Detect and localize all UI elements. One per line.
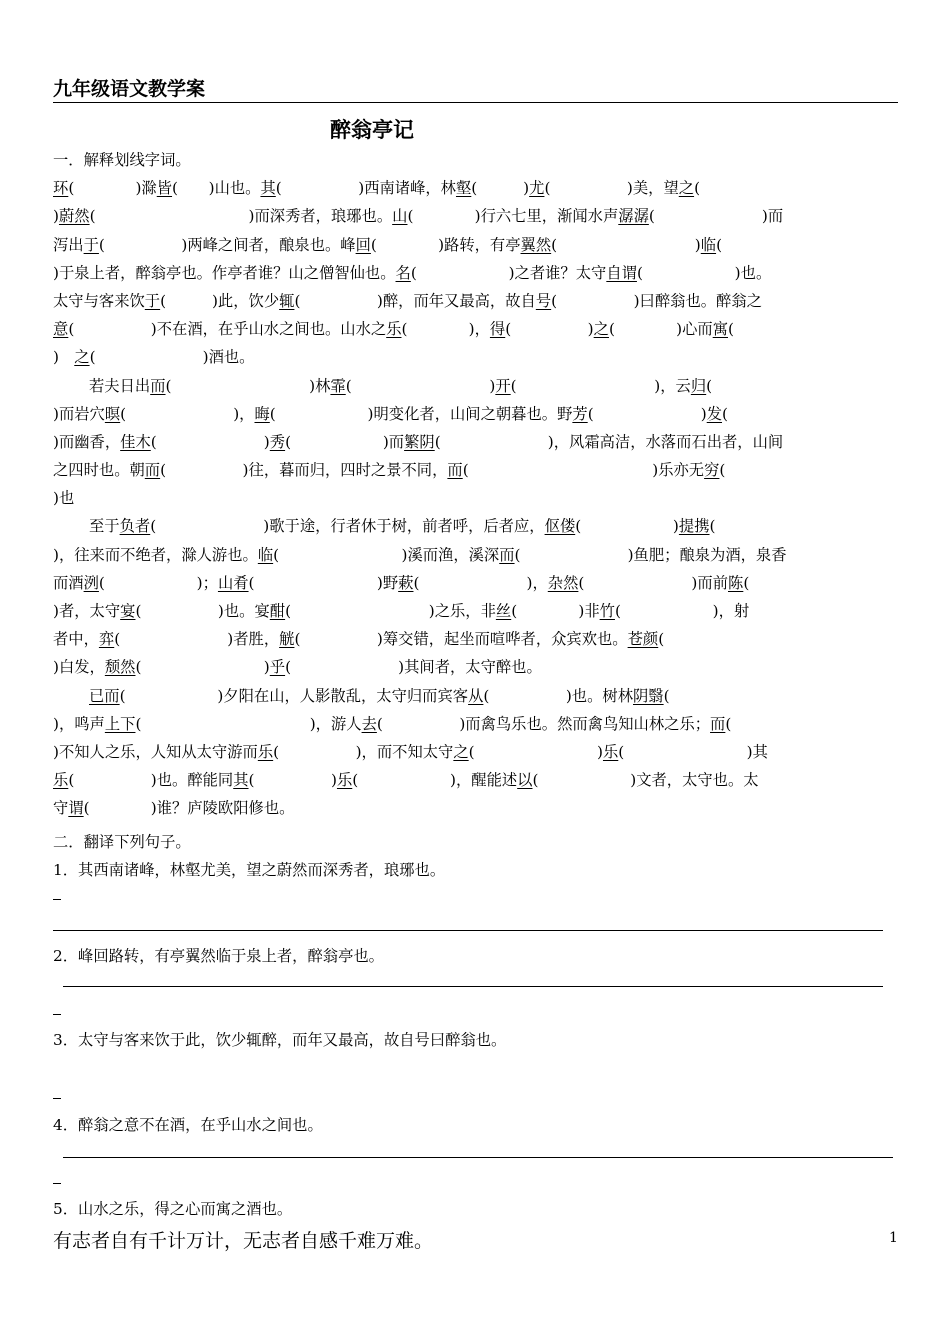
exercise-line bbox=[53, 653, 898, 681]
underlined-word: 伛偻 bbox=[544, 517, 576, 536]
text-segment: ( )，而不知太守 bbox=[273, 742, 454, 761]
exercise-part-one bbox=[53, 146, 898, 823]
exercise-line bbox=[53, 597, 898, 625]
translation-question: 2．峰回路转，有亭翼然临于泉上者，醉翁亭也。 bbox=[53, 947, 384, 965]
exercise-line bbox=[53, 682, 898, 710]
exercise-lines bbox=[53, 174, 898, 822]
text-segment: ( )，云 bbox=[510, 376, 691, 395]
underlined-word: 颓然 bbox=[104, 658, 136, 677]
translation-question: 4．醉翁之意不在酒，在乎山水之间也。 bbox=[53, 1116, 323, 1134]
underlined-word: 提携 bbox=[678, 517, 710, 536]
exercise-line bbox=[53, 231, 898, 259]
text-segment: ( )而前 bbox=[578, 573, 728, 592]
text-segment: ( )林 bbox=[165, 376, 331, 395]
text-segment: 太守与客来饮 bbox=[53, 291, 145, 310]
answer-line-mark bbox=[53, 1098, 61, 1099]
underlined-word: 酣 bbox=[269, 602, 286, 620]
underlined-word: 回 bbox=[355, 235, 371, 254]
text-segment: ( )野 bbox=[248, 573, 399, 592]
text-segment: ( )者胜， bbox=[114, 630, 280, 649]
text-segment: 而酒 bbox=[53, 573, 84, 592]
underlined-word: 乐 bbox=[257, 742, 274, 761]
text-segment: ( )夕阳在山，人影散乱，太守归而宾客 bbox=[119, 686, 469, 705]
answer-line[interactable] bbox=[53, 930, 883, 931]
exercise-line bbox=[53, 569, 898, 597]
exercise-line bbox=[53, 738, 898, 766]
text-segment: ( )而禽鸟乐也。然而禽鸟知山林之乐； bbox=[376, 714, 711, 733]
text-segment: ( )， bbox=[401, 320, 490, 339]
text-segment: ( )明变化者，山间之朝暮也。野 bbox=[269, 404, 573, 423]
text-segment: 若夫日出 bbox=[89, 376, 151, 395]
text-segment: ( )也。 bbox=[636, 263, 772, 282]
underlined-word: 已而 bbox=[89, 686, 120, 705]
text-segment: ( )醉，而年又最高，故自 bbox=[294, 291, 536, 310]
exercise-line bbox=[53, 484, 898, 512]
text-segment: ( ) bbox=[135, 658, 270, 677]
underlined-word: 乐 bbox=[386, 320, 402, 339]
underlined-word: 寓 bbox=[712, 320, 728, 339]
underlined-word: 辄 bbox=[279, 291, 295, 310]
text-segment: ( )溪而渔，溪深 bbox=[273, 545, 500, 564]
header-bar bbox=[53, 76, 898, 103]
underlined-word: 而 bbox=[150, 376, 166, 395]
text-segment: ( bbox=[743, 573, 750, 592]
text-segment: ( )西南诸峰，林 bbox=[275, 179, 456, 198]
underlined-word: 而 bbox=[447, 461, 463, 480]
underlined-word: 杂然 bbox=[547, 573, 579, 592]
underlined-word: 号 bbox=[535, 291, 552, 310]
text-segment: ( ) bbox=[471, 179, 530, 198]
text-segment: ( ) bbox=[587, 404, 707, 423]
text-segment: ( )， bbox=[120, 404, 255, 423]
underlined-word: 自谓 bbox=[606, 263, 637, 282]
text-segment: 之四时也。朝 bbox=[53, 461, 145, 480]
text-segment: ( )歌于途，行者休于树，前者呼，后者应， bbox=[150, 517, 545, 536]
translation-question: 5．山水之乐，得之心而寓之酒也。 bbox=[53, 1200, 293, 1218]
text-segment: )，往来而不绝者，滁人游也。 bbox=[53, 545, 258, 564]
exercise-line bbox=[53, 287, 898, 315]
underlined-word: 壑 bbox=[455, 179, 472, 198]
underlined-word: 丝 bbox=[495, 602, 512, 620]
text-segment: ( )， bbox=[413, 573, 548, 592]
text-segment: ( )； bbox=[98, 573, 218, 592]
text-segment: ( ) bbox=[551, 235, 701, 254]
underlined-word: 去 bbox=[361, 714, 377, 733]
underlined-word: 以 bbox=[517, 771, 533, 790]
exercise-line bbox=[53, 766, 898, 794]
underlined-word: 霏 bbox=[330, 376, 346, 395]
underlined-word: 翼然 bbox=[520, 235, 552, 254]
underlined-word: 暝 bbox=[104, 404, 121, 423]
underlined-word: 蔌 bbox=[398, 573, 414, 592]
part-two-heading: 二．翻译下列句子。 bbox=[53, 833, 191, 851]
text-segment: ( )路转，有亭 bbox=[370, 235, 521, 254]
exercise-line bbox=[53, 202, 898, 230]
exercise-line bbox=[53, 794, 898, 822]
exercise-line bbox=[53, 259, 898, 287]
underlined-word: 开 bbox=[495, 376, 511, 395]
underlined-word: 潺潺 bbox=[618, 207, 649, 226]
underlined-word: 上下 bbox=[104, 714, 136, 733]
text-segment: ( ) bbox=[468, 742, 603, 761]
text-segment: )而幽香， bbox=[53, 432, 121, 451]
document-title: 醉翁亭记 bbox=[330, 118, 414, 142]
underlined-word: 于 bbox=[83, 235, 99, 254]
text-segment: )者，太守 bbox=[53, 602, 121, 620]
underlined-word: 于 bbox=[144, 291, 161, 310]
underlined-word: 得 bbox=[489, 320, 506, 339]
underlined-word: 环 bbox=[53, 179, 69, 198]
text-segment: ( bbox=[709, 517, 716, 536]
text-segment: ( )此，饮少 bbox=[160, 291, 280, 310]
text-segment: ( bbox=[663, 686, 670, 705]
text-segment: ( )筹交错，起坐而喧哗者，众宾欢也。 bbox=[294, 630, 628, 649]
text-segment: ( )也。醉能同 bbox=[68, 771, 234, 790]
text-segment: 守 bbox=[53, 799, 69, 818]
text-segment: ( )酒也。 bbox=[89, 348, 255, 367]
text-segment: )不知人之乐，人知从太守游而 bbox=[53, 742, 258, 761]
exercise-line bbox=[53, 400, 898, 428]
text-segment: 至于 bbox=[89, 517, 120, 536]
underlined-word: 其 bbox=[233, 771, 249, 790]
text-segment: ( )山也。 bbox=[172, 179, 261, 198]
underlined-word: 山肴 bbox=[217, 573, 249, 592]
answer-line-mark bbox=[53, 1014, 61, 1015]
underlined-word: 洌 bbox=[83, 573, 99, 592]
text-segment: ( bbox=[694, 179, 701, 198]
underlined-word: 尤 bbox=[529, 179, 545, 198]
exercise-line bbox=[53, 372, 898, 400]
answer-line-mark bbox=[53, 899, 61, 900]
answer-line-mark bbox=[53, 1183, 61, 1184]
text-segment: ( ) bbox=[248, 771, 337, 790]
footer-motto: 有志者自有千计万计，无志者自感千难万难。 bbox=[53, 1230, 434, 1252]
text-segment: )于泉上者，醉翁亭也。作亭者谁？山之僧智仙也。 bbox=[53, 263, 396, 282]
text-segment: ( )心而 bbox=[608, 320, 713, 339]
text-segment: ( )而 bbox=[648, 207, 784, 226]
underlined-word: 而 bbox=[144, 461, 161, 480]
text-segment: ( )而深秀者，琅琊也。 bbox=[89, 207, 393, 226]
underlined-word: 宴 bbox=[120, 602, 136, 620]
text-segment: ( )也。宴 bbox=[135, 602, 270, 620]
exercise-line bbox=[53, 174, 898, 202]
text-segment: )白发， bbox=[53, 658, 105, 677]
text-segment: ( ) bbox=[345, 376, 496, 395]
underlined-word: 蔚然 bbox=[58, 207, 90, 226]
text-segment: ( )不在酒，在乎山水之间也。山水之 bbox=[68, 320, 387, 339]
text-segment: ( )两峰之间者，酿泉也。峰 bbox=[98, 235, 356, 254]
page-number: 1 bbox=[889, 1230, 898, 1246]
text-segment: ( )也。树林 bbox=[483, 686, 633, 705]
underlined-word: 阴翳 bbox=[633, 686, 664, 705]
text-segment: ( )乐亦无 bbox=[462, 461, 705, 480]
underlined-word: 之 bbox=[593, 320, 609, 339]
text-segment: ( )美，望 bbox=[544, 179, 679, 198]
text-segment: ( )，游人 bbox=[135, 714, 362, 733]
text-segment: ( )，射 bbox=[614, 602, 750, 620]
text-segment: ( )其 bbox=[618, 742, 768, 761]
answer-line[interactable] bbox=[63, 1157, 893, 1158]
text-segment: ( )谁？庐陵欧阳修也。 bbox=[83, 799, 295, 818]
underlined-word: 穷 bbox=[704, 461, 720, 480]
underlined-word: 晦 bbox=[254, 404, 270, 423]
text-segment: ( )非 bbox=[511, 602, 600, 620]
underlined-word: 意 bbox=[53, 320, 69, 339]
translation-question: 1．其西南诸峰，林壑尤美，望之蔚然而深秀者，琅琊也。 bbox=[53, 861, 446, 879]
text-segment: ( )之乐，非 bbox=[285, 602, 496, 620]
part-one-heading: 一．解释划线字词。 bbox=[53, 151, 191, 169]
underlined-word: 临 bbox=[700, 235, 717, 254]
text-segment: ( bbox=[658, 630, 665, 649]
underlined-word: 而 bbox=[710, 714, 726, 733]
exercise-line bbox=[53, 710, 898, 738]
underlined-word: 芳 bbox=[572, 404, 588, 423]
underlined-word: 归 bbox=[690, 376, 707, 395]
text-segment: 者中， bbox=[53, 630, 99, 649]
text-segment: 泻出 bbox=[53, 235, 84, 254]
translation-question: 3．太守与客来饮于此，饮少辄醉，而年又最高，故自号曰醉翁也。 bbox=[53, 1031, 507, 1049]
text-segment: ( ) bbox=[575, 517, 679, 536]
exercise-line bbox=[53, 456, 898, 484]
text-segment: ) bbox=[53, 207, 59, 226]
underlined-word: 负者 bbox=[119, 517, 151, 536]
underlined-word: 陈 bbox=[728, 573, 744, 592]
underlined-word: 繁阴 bbox=[404, 432, 435, 451]
exercise-line bbox=[53, 512, 898, 540]
underlined-word: 乐 bbox=[336, 771, 353, 790]
underlined-word: 乐 bbox=[53, 771, 69, 790]
text-segment: ( bbox=[725, 714, 732, 733]
exercise-line bbox=[53, 315, 898, 343]
header-title: 九年级语文教学案 bbox=[53, 78, 206, 100]
underlined-word: 觥 bbox=[279, 630, 295, 649]
text-segment: ( bbox=[716, 235, 723, 254]
underlined-word: 山 bbox=[392, 207, 408, 226]
exercise-line bbox=[53, 625, 898, 653]
underlined-word: 苍颜 bbox=[627, 630, 659, 649]
text-segment: ( bbox=[722, 404, 728, 423]
text-segment: ( )文者，太守也。太 bbox=[532, 771, 759, 790]
text-segment: ( ) bbox=[505, 320, 594, 339]
text-segment: ) bbox=[53, 348, 75, 367]
text-segment: ( )，风霜高洁，水落而石出者，山间 bbox=[434, 432, 784, 451]
text-segment: ( bbox=[706, 376, 713, 395]
underlined-word: 乎 bbox=[269, 658, 286, 677]
text-segment: )而岩穴 bbox=[53, 404, 105, 423]
text-segment: )也 bbox=[53, 489, 75, 508]
underlined-word: 之 bbox=[453, 742, 469, 761]
underlined-word: 其 bbox=[260, 179, 276, 198]
exercise-line bbox=[53, 541, 898, 569]
text-segment: ( )行六七里，渐闻水声 bbox=[407, 207, 619, 226]
text-segment: ( bbox=[728, 320, 734, 339]
text-segment: ( )而 bbox=[285, 432, 405, 451]
text-segment: ( )滁 bbox=[68, 179, 157, 198]
text-segment: )，鸣声 bbox=[53, 714, 105, 733]
text-segment: ( )其间者，太守醉也。 bbox=[285, 658, 542, 677]
text-segment: ( bbox=[719, 461, 726, 480]
underlined-word: 发 bbox=[706, 404, 723, 423]
underlined-word: 之 bbox=[74, 348, 90, 367]
text-segment: ( )鱼肥；酿泉为酒，泉香 bbox=[514, 545, 787, 564]
text-segment: ( )之者谁？太守 bbox=[410, 263, 607, 282]
underlined-word: 而 bbox=[499, 545, 515, 564]
text-segment: ( )，醒能述 bbox=[352, 771, 518, 790]
underlined-word: 弈 bbox=[98, 630, 115, 649]
underlined-word: 竹 bbox=[599, 602, 615, 620]
answer-line[interactable] bbox=[63, 986, 883, 987]
exercise-line bbox=[53, 428, 898, 456]
underlined-word: 乐 bbox=[602, 742, 619, 761]
underlined-word: 秀 bbox=[269, 432, 286, 451]
underlined-word: 之 bbox=[678, 179, 695, 198]
text-segment: ( )往，暮而归，四时之景不同， bbox=[160, 461, 448, 480]
text-segment: ( )曰醉翁也。醉翁之 bbox=[551, 291, 762, 310]
underlined-word: 皆 bbox=[156, 179, 173, 198]
exercise-line bbox=[53, 343, 898, 371]
underlined-word: 佳木 bbox=[120, 432, 151, 451]
underlined-word: 名 bbox=[395, 263, 411, 282]
underlined-word: 从 bbox=[468, 686, 484, 705]
underlined-word: 谓 bbox=[68, 799, 84, 818]
text-segment: ( ) bbox=[150, 432, 270, 451]
underlined-word: 临 bbox=[257, 545, 274, 564]
